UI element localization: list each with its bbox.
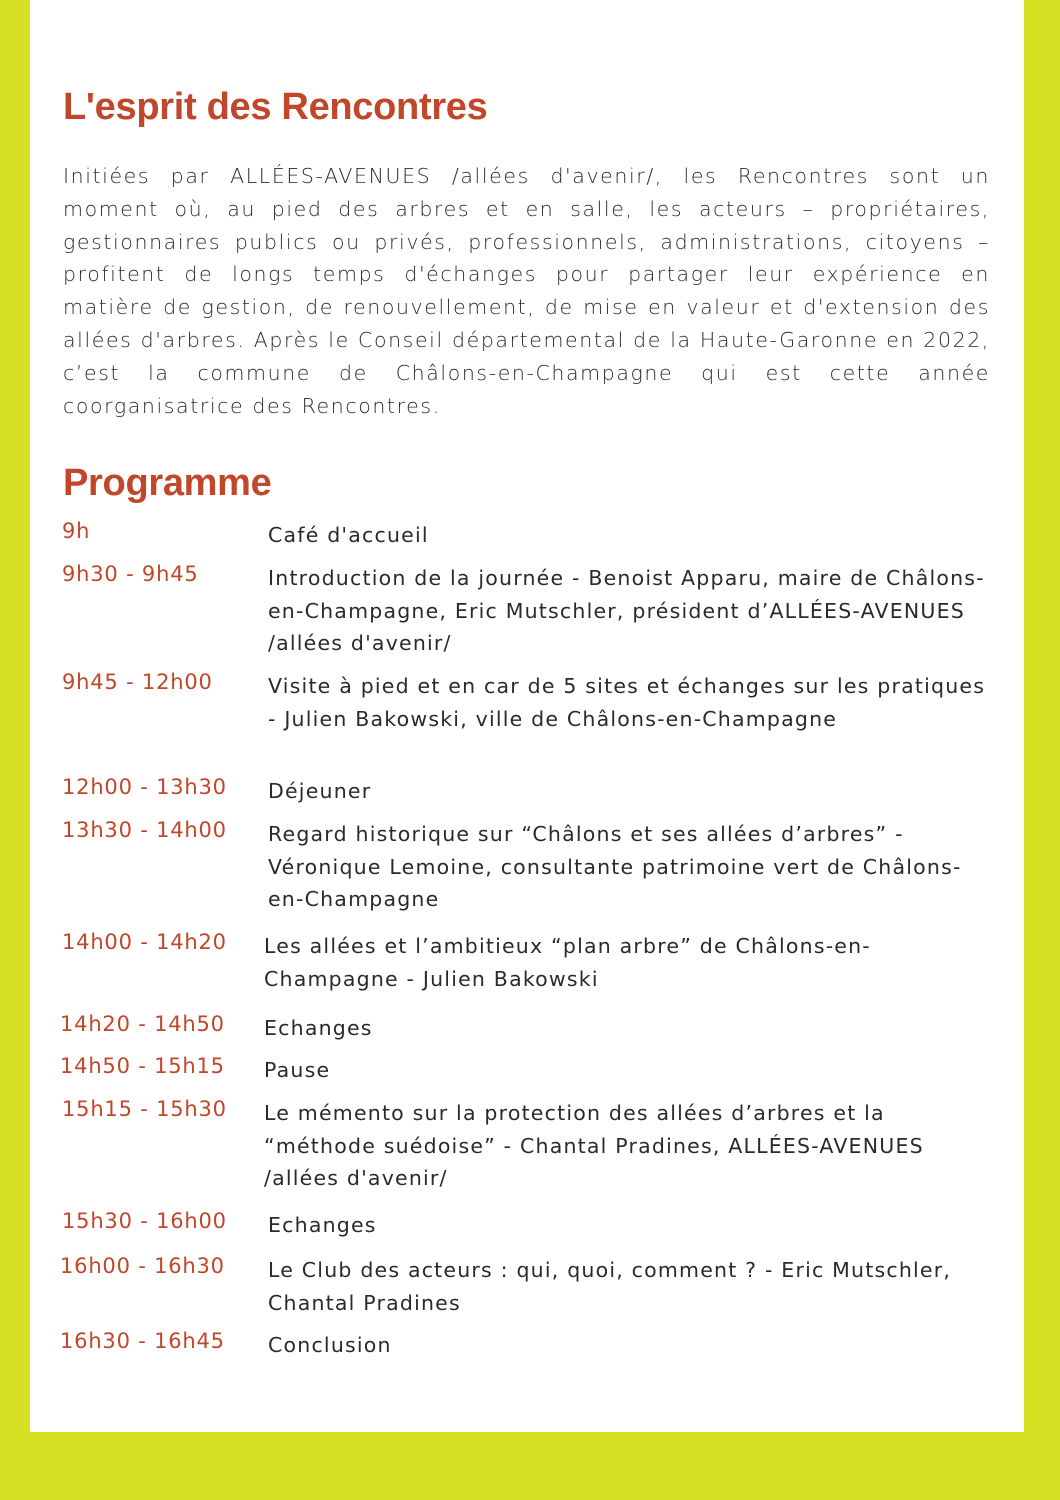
programme-time: 9h45 - 12h00 xyxy=(62,670,213,694)
programme-time: 16h00 - 16h30 xyxy=(60,1254,225,1278)
programme-time: 16h30 - 16h45 xyxy=(60,1329,225,1353)
programme-desc: Pause xyxy=(264,1058,331,1082)
programme-time: 14h50 - 15h15 xyxy=(60,1054,225,1078)
programme-time: 9h xyxy=(62,519,91,543)
programme-desc: Café d'accueil xyxy=(268,523,429,547)
programme-time: 12h00 - 13h30 xyxy=(62,775,227,799)
programme-time: 14h00 - 14h20 xyxy=(62,930,227,954)
programme-time: 15h30 - 16h00 xyxy=(62,1209,227,1233)
programme-desc: Le mémento sur la protection des allées d’arbres et la “méthode suédoise” - Chantal Pradines, ALLÉES-AVENUES /allées d'avenir/ xyxy=(264,1101,924,1190)
document-page xyxy=(30,0,1024,1432)
programme-desc: Introduction de la journée - Benoist Apparu, maire de Châlons-en-Champagne, Eric Mutschler, président d’ALLÉES-AVENUES /allées d'avenir/ xyxy=(268,566,985,655)
programme-desc: Echanges xyxy=(264,1016,373,1040)
programme-desc: Regard historique sur “Châlons et ses allées d’arbres” - Véronique Lemoine, consultante patrimoine vert de Châlons-en-Champagne xyxy=(268,822,962,911)
programme-desc: Les allées et l’ambitieux “plan arbre” de Châlons-en-Champagne - Julien Bakowski xyxy=(264,934,871,991)
programme-desc: Conclusion xyxy=(268,1333,392,1357)
heading-esprit: L'esprit des Rencontres xyxy=(63,86,488,128)
programme-time: 14h20 - 14h50 xyxy=(60,1012,225,1036)
programme-time: 13h30 - 14h00 xyxy=(62,818,227,842)
programme-desc: Echanges xyxy=(268,1213,377,1237)
intro-paragraph: Initiées par ALLÉES-AVENUES /allées d'avenir/, les Rencontres sont un moment où, au pied des arbres et en salle, les acteurs – propriétaires, gestionnaires publics ou privés, professionnels, administrations, citoyens – profitent de longs temps d'échanges pour partager leur expérience en matière de gestion, de renouvellement, de mise en valeur et d'extension des allées d'arbres. Après le Conseil départemental de la Haute-Garonne en 2022, c’est la commune de Châlons-en-Champagne qui est cette année coorganisatrice des Rencontres. xyxy=(63,164,990,418)
programme-time: 9h30 - 9h45 xyxy=(62,562,199,586)
heading-programme: Programme xyxy=(63,462,272,504)
programme-desc: Visite à pied et en car de 5 sites et échanges sur les pratiques - Julien Bakowski, ville de Châlons-en-Champagne xyxy=(268,674,986,731)
programme-desc: Déjeuner xyxy=(268,779,372,803)
programme-time: 15h15 - 15h30 xyxy=(62,1097,227,1121)
programme-desc: Le Club des acteurs : qui, quoi, comment ? - Eric Mutschler, Chantal Pradines xyxy=(268,1258,952,1315)
